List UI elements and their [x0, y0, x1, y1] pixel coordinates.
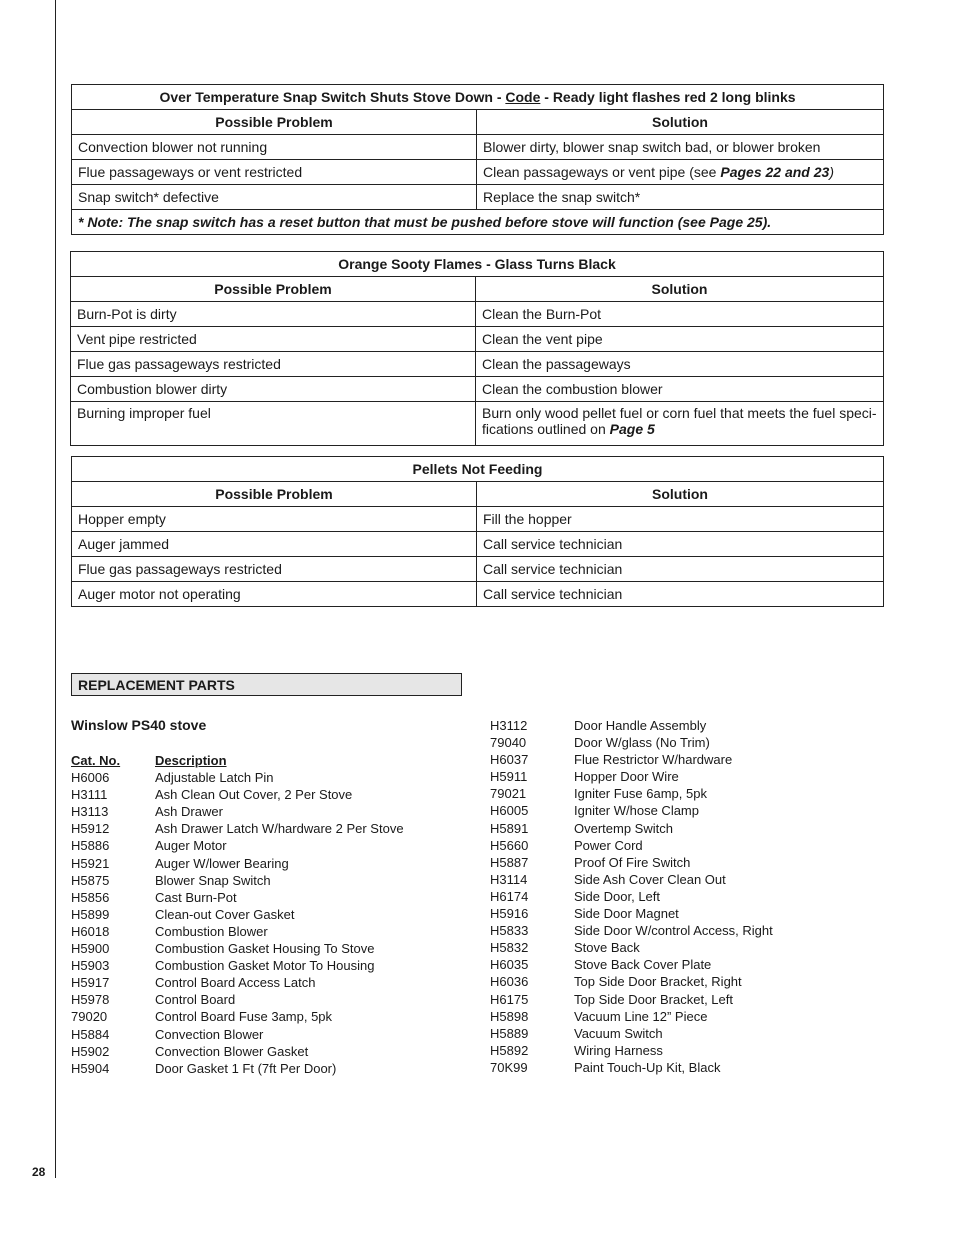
table-row [72, 532, 884, 557]
part-cat-no: H3111 [71, 787, 108, 803]
part-description: Combustion Gasket Motor To Housing [155, 958, 375, 974]
list-item [490, 802, 773, 819]
table-row [72, 185, 884, 210]
list-item [490, 922, 773, 939]
part-description: Top Side Door Bracket, Right [574, 974, 742, 990]
part-cat-no: H5900 [71, 941, 110, 957]
part-cat-no: H5832 [490, 940, 529, 956]
problem-cell: Convection blower not running [72, 135, 477, 160]
problem-cell: Flue passageways or vent restricted [72, 160, 477, 185]
part-description: Side Door Magnet [574, 906, 679, 922]
table-row [72, 582, 884, 607]
list-item [490, 1025, 773, 1042]
problem-cell: Hopper empty [72, 507, 477, 532]
list-item [71, 974, 404, 991]
part-cat-no: H5886 [71, 838, 110, 854]
part-description: Clean-out Cover Gasket [155, 906, 295, 922]
list-item [490, 1042, 773, 1059]
part-cat-no: 79021 [490, 786, 527, 802]
problem-cell: Combustion blower dirty [71, 377, 476, 402]
part-description: Blower Snap Switch [155, 872, 271, 888]
part-cat-no: H5911 [490, 769, 528, 785]
page-number: 28 [32, 1165, 46, 1179]
list-item [490, 820, 773, 837]
list-item [71, 889, 404, 906]
col-header-solution: Solution [477, 110, 884, 135]
solution-cell: Clean passageways or vent pipe (see Pages 22 and 23) [477, 160, 884, 185]
list-item [490, 1008, 773, 1025]
part-cat-no: H5660 [490, 837, 529, 853]
part-cat-no: 79040 [490, 735, 527, 751]
list-item [490, 905, 773, 922]
part-cat-no: H5856 [71, 889, 110, 905]
list-item [71, 786, 404, 803]
part-description: Auger Motor [155, 838, 227, 854]
header-description: Description [155, 753, 227, 768]
part-cat-no: H5899 [71, 906, 110, 922]
problem-cell: Auger jammed [72, 532, 477, 557]
part-cat-no: H5887 [490, 854, 529, 870]
part-cat-no: H5833 [490, 923, 529, 939]
part-cat-no: H5889 [490, 1025, 529, 1041]
table-row [72, 135, 884, 160]
table-row [71, 352, 884, 377]
part-description: Cast Burn-Pot [155, 889, 237, 905]
solution-cell: Fill the hopper [477, 507, 884, 532]
part-cat-no: H3113 [71, 804, 109, 820]
list-item [71, 940, 404, 957]
list-item [490, 837, 773, 854]
solution-cell: Call service technician [477, 582, 884, 607]
table-row [71, 327, 884, 352]
part-description: Proof Of Fire Switch [574, 854, 691, 870]
list-item [71, 820, 404, 837]
part-cat-no: H6018 [71, 923, 110, 939]
table-row [71, 302, 884, 327]
table-row [71, 377, 884, 402]
part-cat-no: H3112 [490, 718, 528, 733]
part-description: Stove Back Cover Plate [574, 957, 712, 973]
part-description: Stove Back [574, 940, 640, 956]
problem-cell: Flue gas passageways restricted [72, 557, 477, 582]
list-item [71, 957, 404, 974]
part-description: Control Board [155, 992, 236, 1008]
stove-model-heading: Winslow PS40 stove [71, 717, 207, 733]
list-item [490, 717, 773, 734]
part-description: Convection Blower Gasket [155, 1043, 309, 1059]
part-description: Power Cord [574, 837, 643, 853]
list-item [490, 939, 773, 956]
table-title: Over Temperature Snap Switch Shuts Stove Down - Code - Ready light flashes red 2 long blinks [72, 85, 884, 110]
part-description: Door Gasket 1 Ft (7ft Per Door) [155, 1060, 337, 1076]
parts-list-right [490, 717, 773, 1076]
list-item [490, 956, 773, 973]
part-description: Overtemp Switch [574, 820, 673, 836]
col-header-solution: Solution [476, 277, 884, 302]
part-cat-no: H3114 [490, 871, 528, 887]
part-cat-no: H6036 [490, 974, 529, 990]
part-cat-no: H5921 [71, 855, 110, 871]
list-item [71, 1026, 404, 1043]
part-cat-no: H5892 [490, 1042, 529, 1058]
part-cat-no: H6174 [490, 888, 529, 904]
list-item [71, 1008, 404, 1025]
list-item [71, 837, 404, 854]
solution-cell: Clean the passageways [476, 352, 884, 377]
problem-cell: Burn-Pot is dirty [71, 302, 476, 327]
table-row [72, 160, 884, 185]
list-item [71, 1060, 404, 1077]
part-description: Side Door, Left [574, 888, 660, 904]
col-header-solution: Solution [477, 482, 884, 507]
part-cat-no: H6035 [490, 957, 529, 973]
solution-cell: Clean the Burn-Pot [476, 302, 884, 327]
part-description: Ash Drawer [155, 804, 223, 820]
part-description: Convection Blower [155, 1026, 264, 1042]
problem-cell: Vent pipe restricted [71, 327, 476, 352]
part-cat-no: H6037 [490, 752, 529, 768]
list-item [490, 768, 773, 785]
list-item [71, 1043, 404, 1060]
list-item [71, 906, 404, 923]
part-description: Door W/glass (No Trim) [574, 735, 710, 751]
part-description: Ash Drawer Latch W/hardware 2 Per Stove [155, 821, 404, 837]
list-item [490, 991, 773, 1008]
list-item [71, 872, 404, 889]
part-cat-no: H6175 [490, 991, 529, 1007]
list-item [490, 1059, 773, 1076]
part-cat-no: H5917 [71, 975, 110, 991]
part-description: Vacuum Switch [574, 1025, 663, 1041]
troubleshoot-table-overtemp [71, 84, 884, 235]
list-item [71, 991, 404, 1008]
part-description: Igniter Fuse 6amp, 5pk [574, 786, 707, 802]
list-item [71, 855, 404, 872]
part-description: Door Handle Assembly [574, 718, 707, 733]
part-cat-no: H5912 [71, 821, 110, 837]
troubleshoot-table-sooty-flames [70, 251, 884, 446]
part-description: Auger W/lower Bearing [155, 855, 289, 871]
solution-cell: Blower dirty, blower snap switch bad, or blower broken [477, 135, 884, 160]
part-description: Igniter W/hose Clamp [574, 803, 699, 819]
list-item [490, 854, 773, 871]
list-item [71, 923, 404, 940]
part-cat-no: H5875 [71, 872, 110, 888]
solution-cell: Call service technician [477, 557, 884, 582]
part-description: Control Board Fuse 3amp, 5pk [155, 1009, 333, 1025]
troubleshoot-table-pellets-not-feeding [71, 456, 884, 607]
part-cat-no: H5902 [71, 1043, 110, 1059]
part-description: Control Board Access Latch [155, 975, 316, 991]
part-cat-no: 79020 [71, 1009, 108, 1025]
part-description: Combustion Blower [155, 923, 268, 939]
table-row [71, 402, 884, 446]
part-cat-no: H5898 [490, 1008, 529, 1024]
solution-cell: Clean the combustion blower [476, 377, 884, 402]
list-item [490, 973, 773, 990]
table-title: Orange Sooty Flames - Glass Turns Black [71, 252, 884, 277]
part-cat-no: H6005 [490, 803, 529, 819]
part-cat-no: H5916 [490, 906, 529, 922]
part-description: Side Ash Cover Clean Out [574, 871, 726, 887]
part-description: Hopper Door Wire [574, 769, 679, 785]
problem-cell: Snap switch* defective [72, 185, 477, 210]
parts-list-left [71, 752, 404, 1077]
part-description: Adjustable Latch Pin [155, 770, 274, 786]
part-cat-no: H5978 [71, 992, 110, 1008]
list-item [490, 785, 773, 802]
part-cat-no: H6006 [71, 770, 110, 786]
part-description: Ash Clean Out Cover, 2 Per Stove [155, 787, 353, 803]
table-note: * Note: The snap switch has a reset button that must be pushed before stove will function (see Page 25). [72, 210, 884, 235]
problem-cell: Auger motor not operating [72, 582, 477, 607]
part-cat-no: H5903 [71, 958, 110, 974]
table-row [72, 507, 884, 532]
list-item [490, 751, 773, 768]
list-item [71, 803, 404, 820]
problem-cell: Flue gas passageways restricted [71, 352, 476, 377]
list-item [490, 888, 773, 905]
part-description: Side Door W/control Access, Right [574, 923, 773, 939]
list-item [71, 769, 404, 786]
solution-cell: Clean the vent pipe [476, 327, 884, 352]
list-item [490, 734, 773, 751]
table-row [72, 557, 884, 582]
part-description: Combustion Gasket Housing To Stove [155, 941, 375, 957]
part-cat-no: 70K99 [490, 1059, 528, 1075]
solution-cell: Call service technician [477, 532, 884, 557]
solution-cell: Burn only wood pellet fuel or corn fuel that meets the fuel speci-fications outlined on Page 5 [476, 402, 884, 446]
solution-cell: Replace the snap switch* [477, 185, 884, 210]
part-description: Top Side Door Bracket, Left [574, 991, 733, 1007]
list-item [490, 871, 773, 888]
part-cat-no: H5891 [490, 820, 529, 836]
section-title-replacement-parts: REPLACEMENT PARTS [71, 673, 462, 696]
col-header-problem: Possible Problem [72, 110, 477, 135]
parts-header-row [71, 752, 404, 769]
part-description: Wiring Harness [574, 1042, 663, 1058]
part-description: Flue Restrictor W/hardware [574, 752, 733, 768]
col-header-problem: Possible Problem [72, 482, 477, 507]
part-description: Vacuum Line 12” Piece [574, 1008, 708, 1024]
part-description: Paint Touch-Up Kit, Black [574, 1059, 721, 1075]
problem-cell: Burning improper fuel [71, 402, 476, 446]
part-cat-no: H5904 [71, 1060, 110, 1076]
header-cat-no: Cat. No. [71, 753, 121, 768]
margin-rule [55, 0, 56, 1178]
table-title: Pellets Not Feeding [72, 457, 884, 482]
col-header-problem: Possible Problem [71, 277, 476, 302]
part-cat-no: H5884 [71, 1026, 110, 1042]
